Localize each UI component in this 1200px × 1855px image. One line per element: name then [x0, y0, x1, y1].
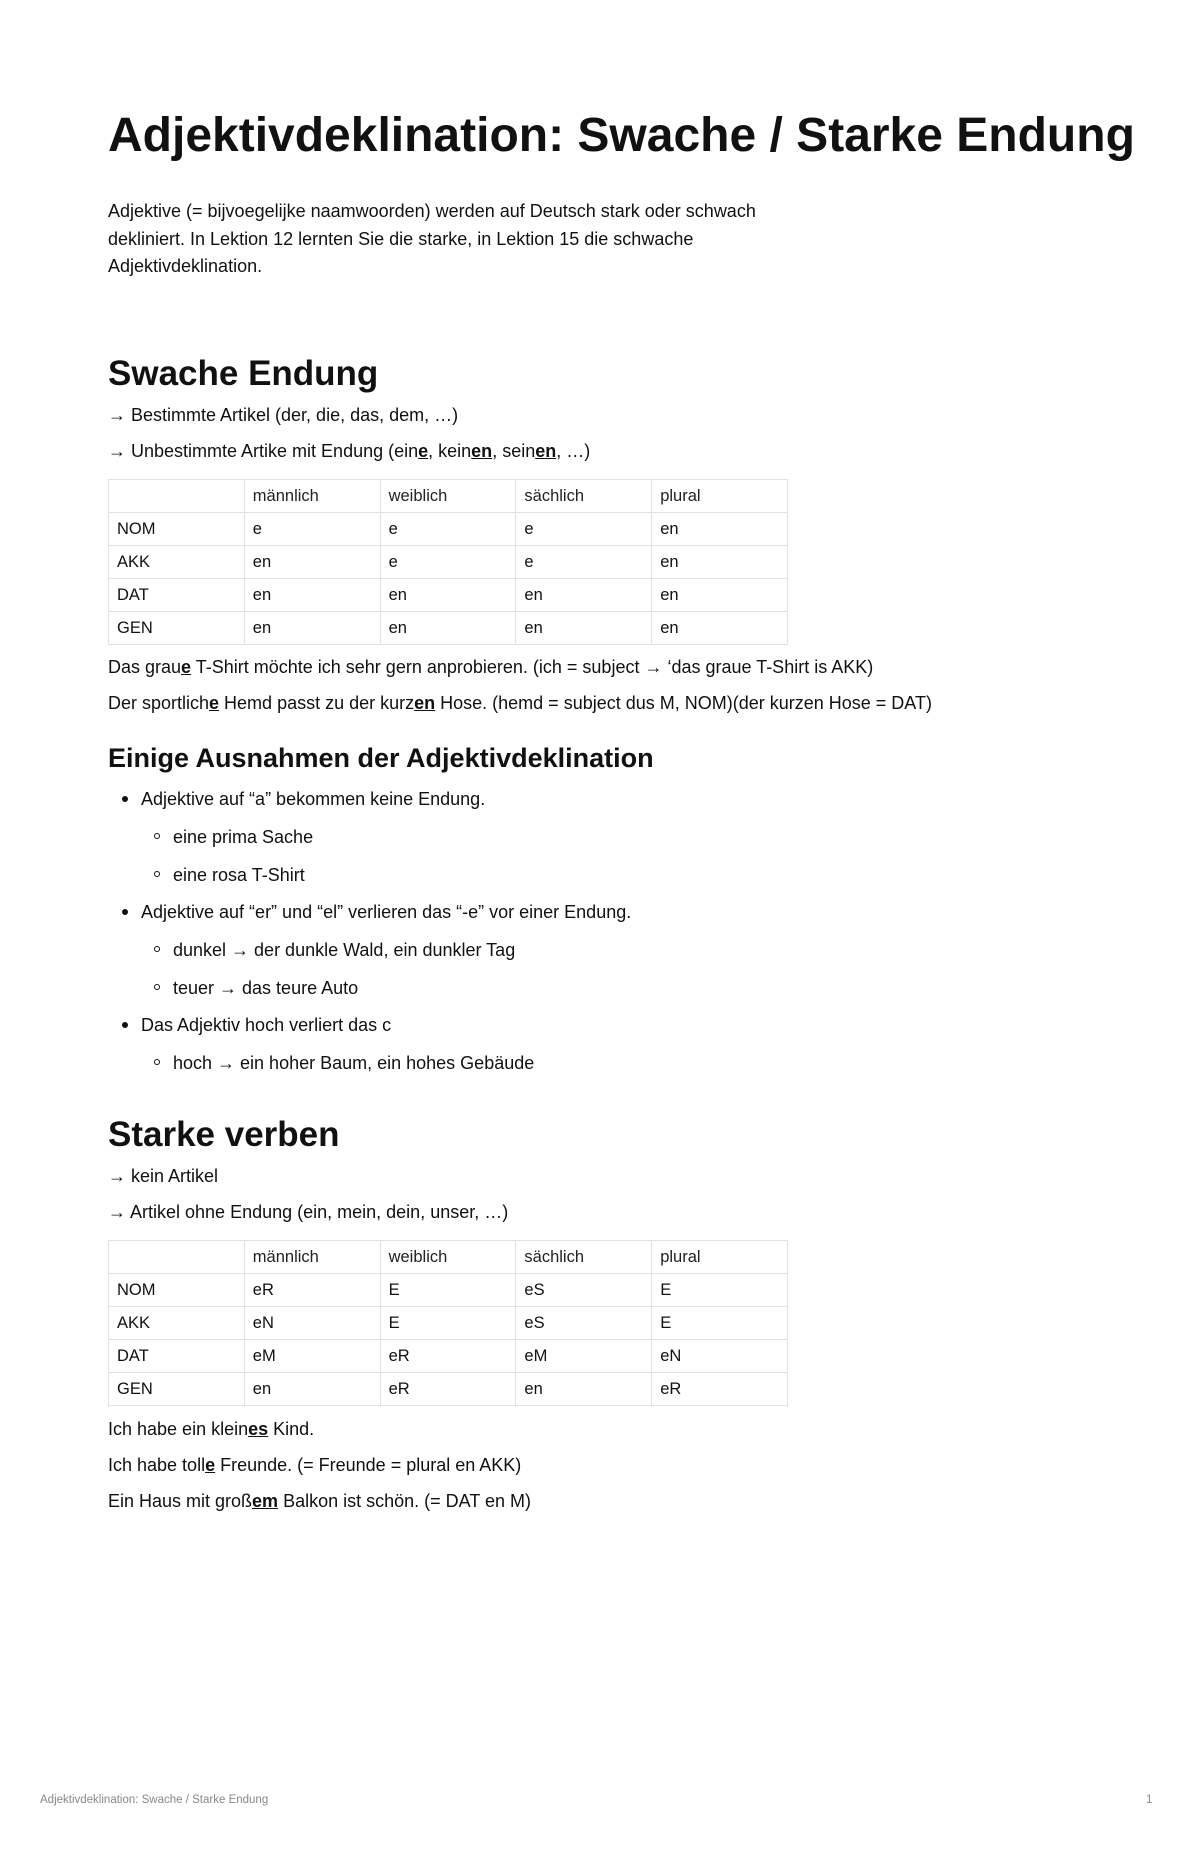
table-cell: eN [652, 1340, 788, 1373]
table-cell: en [244, 1373, 380, 1406]
table-row [109, 1340, 788, 1373]
table-cell: eN [244, 1307, 380, 1340]
table-cell: e [380, 513, 516, 546]
list-item: teuer → das teure Auto [108, 977, 358, 999]
circle-bullet-icon [154, 871, 160, 877]
table-cell: e [516, 546, 652, 579]
table-cell: E [380, 1274, 516, 1307]
table-header-cell: männlich [244, 1241, 380, 1274]
table-cell: NOM [109, 513, 245, 546]
table-cell: GEN [109, 612, 245, 645]
table-cell: DAT [109, 1340, 245, 1373]
circle-bullet-icon [154, 1059, 160, 1065]
table-row [109, 513, 788, 546]
table-cell: eR [244, 1274, 380, 1307]
list-item: Adjektive auf “er” und “el” verlieren das “-e” vor einer Endung. [108, 901, 631, 923]
table-cell: eM [244, 1340, 380, 1373]
table-cell: DAT [109, 579, 245, 612]
page-title: Adjektivdeklination: Swache / Starke Endung [108, 109, 1135, 162]
table-header-cell: plural [652, 480, 788, 513]
table-row [109, 1307, 788, 1340]
table-cell: eS [516, 1307, 652, 1340]
table-row [109, 1274, 788, 1307]
table-cell: eM [516, 1340, 652, 1373]
page-number: 1 [1146, 1794, 1153, 1806]
footer-title: Adjektivdeklination: Swache / Starke Endung [40, 1794, 269, 1806]
table-cell: en [380, 579, 516, 612]
intro-paragraph: Adjektive (= bijvoegelijke naamwoorden) werden auf Deutsch stark oder schwach dekliniert. In Lektion 12 lernten Sie die starke, in Lektion 15 die schwache Adjektivdeklination. [108, 201, 756, 276]
table-cell: E [652, 1274, 788, 1307]
table-header-row [109, 1241, 788, 1274]
table-cell: NOM [109, 1274, 245, 1307]
weak-rule-1: → Bestimmte Artikel (der, die, das, dem, …) [108, 405, 459, 425]
list-item: Das Adjektiv hoch verliert das c [108, 1014, 391, 1036]
table-cell: en [652, 612, 788, 645]
weak-example-2: Der sportliche Hemd passt zu der kurzen Hose. (hemd = subject dus M, NOM)(der kurzen Hose = DAT) [108, 693, 932, 713]
strong-rule-2: → Artikel ohne Endung (ein, mein, dein, unser, …) [108, 1202, 509, 1222]
table-cell: en [652, 513, 788, 546]
table-header-cell: sächlich [516, 480, 652, 513]
weak-example-1: Das graue T-Shirt möchte ich sehr gern anprobieren. (ich = subject → ‘das graue T-Shirt is AKK) [108, 657, 874, 677]
table-header-cell: sächlich [516, 1241, 652, 1274]
table-cell: E [652, 1307, 788, 1340]
weak-rule-2: → Unbestimmte Artike mit Endung (eine, keinen, seinen, …) [108, 441, 591, 461]
section-heading-strong: Starke verben [108, 1115, 340, 1154]
table-header-cell: weiblich [380, 1241, 516, 1274]
circle-bullet-icon [154, 946, 160, 952]
table-cell: GEN [109, 1373, 245, 1406]
table-cell: AKK [109, 1307, 245, 1340]
list-item: hoch → ein hoher Baum, ein hohes Gebäude [108, 1052, 534, 1074]
table-cell: e [380, 546, 516, 579]
table-cell: e [516, 513, 652, 546]
table-cell: eR [652, 1373, 788, 1406]
table-row [109, 579, 788, 612]
circle-bullet-icon [154, 833, 160, 839]
strong-rule-1: → kein Artikel [108, 1166, 219, 1186]
list-item: Adjektive auf “a” bekommen keine Endung. [108, 788, 485, 810]
circle-bullet-icon [154, 984, 160, 990]
table-cell: en [244, 579, 380, 612]
table-cell: e [244, 513, 380, 546]
strong-declension-table [108, 1240, 788, 1406]
table-header-cell: weiblich [380, 480, 516, 513]
strong-example-3: Ein Haus mit großem Balkon ist schön. (= DAT en M) [108, 1491, 531, 1511]
list-item: eine prima Sache [108, 826, 313, 848]
list-item: eine rosa T-Shirt [108, 864, 305, 886]
table-header-cell: plural [652, 1241, 788, 1274]
table-header-cell [109, 480, 245, 513]
table-row [109, 546, 788, 579]
bullet-icon [122, 909, 128, 915]
table-cell: eR [380, 1340, 516, 1373]
bullet-icon [122, 1022, 128, 1028]
list-item: dunkel → der dunkle Wald, ein dunkler Tag [108, 939, 515, 961]
table-cell: en [380, 612, 516, 645]
bullet-icon [122, 796, 128, 802]
table-header-cell [109, 1241, 245, 1274]
table-header-row [109, 480, 788, 513]
section-heading-exceptions: Einige Ausnahmen der Adjektivdeklination [108, 743, 654, 773]
table-cell: en [516, 1373, 652, 1406]
weak-declension-table [108, 479, 788, 645]
table-cell: E [380, 1307, 516, 1340]
section-heading-weak: Swache Endung [108, 354, 379, 393]
strong-example-1: Ich habe ein kleines Kind. [108, 1419, 315, 1439]
table-cell: en [244, 546, 380, 579]
table-cell: en [652, 546, 788, 579]
table-row [109, 1373, 788, 1406]
table-header-cell: männlich [244, 480, 380, 513]
table-cell: en [516, 579, 652, 612]
table-cell: en [244, 612, 380, 645]
strong-example-2: Ich habe tolle Freunde. (= Freunde = plural en AKK) [108, 1455, 522, 1475]
table-cell: en [652, 579, 788, 612]
table-cell: en [516, 612, 652, 645]
table-cell: eS [516, 1274, 652, 1307]
table-row [109, 612, 788, 645]
table-cell: AKK [109, 546, 245, 579]
table-cell: eR [380, 1373, 516, 1406]
